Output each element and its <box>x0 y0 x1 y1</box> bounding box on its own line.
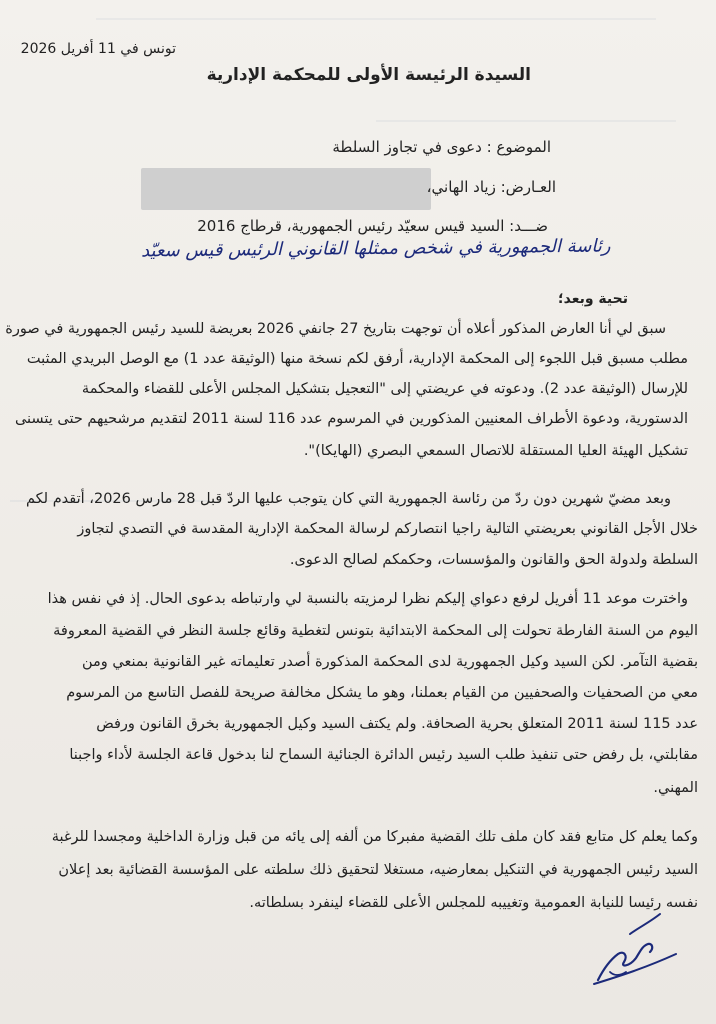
paragraph-line: عدد 115 لسنة 2011 المتعلق بحرية الصحافة. ولم يكتف السيد وكيل الجمهورية بخرق القانون ورفض <box>96 716 698 732</box>
paragraph-line: مطلب مسبق قبل اللجوء إلى المحكمة الإدارية، أرفق لكم نسخة منها (الوثيقة عدد 1) مع الوصل البريدي المثبت <box>26 351 688 367</box>
paragraph-line: معي من الصحفيات والصحفيين من القيام بعملنا، وهو ما يشكل مخالفة صريحة للفصل التاسع من المرسوم <box>66 685 698 701</box>
paragraph-line: وكما يعلم كل متابع فقد كان ملف تلك القضية مفبركا من ألفه إلى يائه من قبل وزارة الداخلية ومجسدا للرغبة <box>51 829 698 845</box>
bleed-through-mark <box>376 120 676 122</box>
handwritten-signature <box>590 910 680 990</box>
paragraph-line: للإرسال (الوثيقة عدد 2). ودعوته في عريضتي إلى "التعجيل بتشكيل المجلس الأعلى للقضاء والمحكمة <box>81 381 688 397</box>
paragraph-line: مقابلتي، بل رفض حتى تنفيذ طلب السيد رئيس الدائرة الجنائية السماح لنا بدخول قاعة الجلسة لأداء واجبنا <box>69 747 698 763</box>
paragraph-line: بقضية التآمر. لكن السيد وكيل الجمهورية لدى المحكمة المذكورة أصدر تعليماته غير القانونية بمنعي ومن <box>82 654 698 670</box>
paragraph-line: خلال الأجل القانوني بعريضتي التالية راجيا انتصاركم لرسالة المحكمة الإدارية المقدسة في التصدي لتجاوز <box>77 521 698 537</box>
greeting: تحية وبعد؛ <box>558 291 628 307</box>
addressee-title: السيدة الرئيسة الأولى للمحكمة الإدارية <box>206 65 531 85</box>
subject-line: الموضوع : دعوى في تجاوز السلطة <box>332 138 551 156</box>
paragraph-line: تشكيل الهيئة العليا المستقلة للاتصال السمعي البصري (الهايكا)". <box>303 443 688 459</box>
paragraph-line: سبق لي أنا العارض المذكور أعلاه أن توجهت بتاريخ 27 جانفي 2026 بعريضة للسيد رئيس الجمهورية في صورة <box>5 321 666 337</box>
paragraph-line: واخترت موعد 11 أفريل لرفع دعواي إليكم نظرا لرمزيته بالنسبة لي وارتباطه بدعوى الحال. إذ في نفس هذا <box>47 591 688 607</box>
defendant-line: ضـــد: السيد قيس سعيّد رئيس الجمهورية، قرطاج 2016 <box>197 217 548 235</box>
paragraph-line: المهني. <box>653 780 698 796</box>
paragraph-line: وبعد مضيّ شهرين دون ردّ من رئاسة الجمهورية التي كان يتوجب عليها الردّ قبل 28 مارس 2026، أتقدم لكم <box>26 491 671 507</box>
paragraph-line: نفسه رئيسا للنيابة العمومية وتغييبه للمجلس الأعلى للقضاء لينفرد بسلطاته. <box>249 895 698 911</box>
bleed-through-mark <box>96 18 656 20</box>
paragraph-line: اليوم من السنة الفارطة تحولت إلى المحكمة الابتدائية بتونس لتغطية وقائع جلسة النظر في القضية المعروفة <box>53 623 698 639</box>
paragraph-line: السلطة ولدولة الحق والقانون والمؤسسات، وحكمكم لصالح الدعوى. <box>289 552 698 568</box>
handwritten-note: رئاسة الجمهورية في شخص ممثلها القانوني الرئيس قيس سعيّد <box>141 235 612 262</box>
redaction-box <box>141 168 431 210</box>
paragraph-line: السيد رئيس الجمهورية في التنكيل بمعارضيه، مستغلا لتحقيق ذلك سلطته على المؤسسة القضائية بعد إعلان <box>58 862 698 878</box>
paragraph-line: الدستورية، ودعوة الأطراف المعنيين المذكورين في المرسوم عدد 116 لسنة 2011 لتقديم مرشحيهم حتى يتسنى <box>14 411 688 427</box>
letter-date: تونس في 11 أفريل 2026 <box>20 41 176 57</box>
plaintiff-line: العـارض: زياد الهاني، <box>426 178 556 196</box>
